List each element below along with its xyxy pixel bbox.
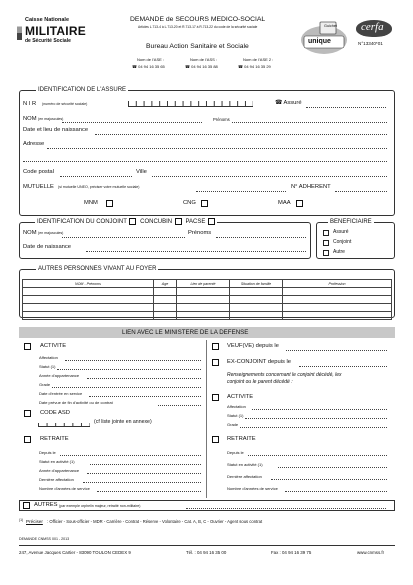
logo-line2: MILITAIRE [25, 24, 86, 38]
nir-note: (numéro de sécurité sociale) [42, 102, 88, 106]
mutuelle-label: MUTUELLE [23, 184, 54, 190]
naissance-label: Date et lieu de naissance [23, 127, 89, 133]
veuf-retraite-label: RETRAITE [227, 436, 256, 442]
column-header: Profession [283, 280, 392, 288]
guichet-unique-badge [300, 20, 352, 56]
nir-input[interactable] [128, 98, 253, 107]
beneficiaire-title: BENEFICIAIRE [330, 219, 372, 225]
assure-phone-input[interactable] [306, 107, 386, 108]
assure-section [19, 90, 395, 216]
field-label: Nombre d'années de service [227, 486, 278, 491]
code-asd-note: (cf liste jointe en annexe) [94, 419, 152, 425]
field-label: Depuis le [39, 450, 56, 455]
cerfa-logo [356, 20, 392, 37]
nom-note: (en majuscules) [38, 117, 64, 121]
field-label: Dernière affectation [39, 477, 74, 482]
badge-top: Guichet [324, 24, 338, 28]
veuf-activite-checkbox[interactable] [212, 394, 219, 401]
concubin-label: CONCUBIN [140, 219, 173, 226]
bureau-title: Bureau Action Sanitaire et Sociale [146, 43, 249, 50]
veuf-label: VEUF(VE) depuis le [227, 343, 279, 349]
retraite-annee-input[interactable] [87, 473, 201, 474]
veuf-activite-label: ACTIVITE [227, 394, 254, 400]
conjoint-nom-note: (en majuscules) [38, 231, 64, 235]
field-label: Statut en activité (1) [39, 459, 75, 464]
footnote-text: : Officier - Sous-officier - MDR - Carrière - Contrat - Réserve - Volontaire - Cat. A, B, C - Ouvrier - Agent sous contrat [47, 519, 263, 524]
footer-divider [19, 545, 395, 546]
naissance-input[interactable] [95, 134, 387, 135]
veuf-retraite-annees-input[interactable] [285, 491, 387, 492]
contact-tel: ☎ 04 94 16 35 65 [132, 64, 165, 69]
contact-label: Nom de l'ASS : [190, 57, 217, 62]
mnm-checkbox[interactable] [106, 200, 113, 207]
table-row[interactable] [23, 304, 392, 312]
conjoint-nom-input[interactable] [62, 237, 185, 238]
adresse-input[interactable] [47, 148, 387, 149]
table-row[interactable] [23, 296, 392, 304]
contact-label: Nom de l'ASE 2 : [243, 57, 274, 62]
field-label: Grade [39, 382, 51, 387]
assure-phone-label: ☎ Assuré [275, 100, 302, 106]
retraite-statut-input[interactable] [90, 464, 201, 465]
conjoint-nom-label: NOM [23, 230, 37, 236]
footer-tel: Tél. : 04 94 16 35 00 [186, 550, 227, 555]
beneficiaire-assure-label: Assuré [333, 229, 349, 235]
statut-input[interactable] [57, 369, 201, 370]
field-label: Année d'appartenance [39, 468, 80, 473]
veuf-retraite-affectation-input[interactable] [271, 479, 387, 480]
logo-line3: de Sécurité Sociale [25, 38, 71, 44]
prenoms-label: Prénoms [213, 117, 230, 122]
conjoint-prenoms-input[interactable] [216, 237, 306, 238]
beneficiaire-assure-checkbox[interactable] [323, 230, 329, 236]
concubin-checkbox[interactable] [175, 218, 182, 225]
code-asd-input[interactable] [38, 420, 90, 427]
footer-ref: DEMANDE CNMSS 001 - 2013 [19, 537, 70, 541]
conjoint-naissance-label: Date de naissance [23, 244, 72, 250]
veuf-retraite-checkbox[interactable] [212, 436, 219, 443]
autres-note: (par exemple orphelin majeur, retraité non-militaire) [59, 504, 141, 508]
exconjoint-input[interactable] [299, 366, 387, 367]
code-postal-label: Code postal [23, 169, 54, 175]
renseignements-note: Renseignements concernant le conjoint décédé, lex conjoint ou le parent décédé : [227, 372, 342, 385]
veuf-retraite-statut-input[interactable] [278, 467, 387, 468]
adresse-label: Adresse [23, 141, 45, 147]
table-row[interactable] [23, 288, 392, 296]
beneficiaire-conjoint-checkbox[interactable] [323, 240, 329, 246]
adresse-input-2[interactable] [23, 161, 387, 162]
foyer-table [22, 279, 392, 320]
autres-label: AUTRES [34, 502, 58, 508]
veuf-affectation-input[interactable] [252, 409, 387, 410]
mutuelle-note: (si mutuelle UNEO, préciser votre mutuelle sociale) [58, 185, 140, 189]
flag-icon [17, 20, 22, 40]
field-label: Affectation [39, 355, 58, 360]
retraite-checkbox[interactable] [24, 436, 31, 443]
veuf-grade-input[interactable] [240, 427, 387, 428]
column-header: Age [154, 280, 177, 288]
table-row[interactable] [23, 312, 392, 320]
footer-fax: Fax : 04 94 16 39 75 [271, 550, 312, 555]
pacse-label: PACSE [185, 219, 206, 226]
retraite-annees-input[interactable] [97, 491, 201, 492]
affectation-input[interactable] [65, 360, 201, 361]
date-entree-input[interactable] [89, 396, 201, 397]
footnote-mark: (1) [19, 518, 24, 522]
nir-label: N I R [23, 101, 37, 107]
field-label: Statut en activité (1) [227, 462, 263, 467]
annee-input[interactable] [87, 378, 201, 379]
veuf-retraite-depuis-input[interactable] [248, 455, 387, 456]
cnmss-logo [17, 14, 86, 50]
cng-checkbox[interactable] [201, 200, 208, 207]
beneficiaire-conjoint-label: Conjoint [333, 239, 352, 245]
pacse-checkbox[interactable] [208, 218, 215, 225]
ville-label: Ville [136, 169, 147, 175]
nom-label: NOM [23, 116, 37, 122]
field-label: Depuis le [227, 450, 244, 455]
beneficiaire-autre-checkbox[interactable] [323, 250, 329, 256]
exconjoint-label: EX-CONJOINT depuis le [227, 359, 292, 365]
code-asd-checkbox[interactable] [24, 410, 31, 417]
field-label: Date prévue de fin d'activité ou de contrat [39, 400, 113, 405]
adherent-label: N° ADHERENT [291, 184, 331, 190]
beneficiaire-autre-label: Autre [333, 249, 345, 255]
conjoint-section [19, 222, 311, 259]
mutuelle-input[interactable] [196, 191, 286, 192]
footer-address: 247, Avenue Jacques Cartier - 83090 TOULON CEDEX 9 [19, 550, 131, 555]
ville-input[interactable] [152, 176, 387, 177]
column-header: Situation de famille [230, 280, 283, 288]
adherent-input[interactable] [335, 191, 387, 192]
footer-web[interactable]: www.cnmss.fr [357, 550, 385, 555]
cerfa-number: N°13340*01 [358, 41, 383, 46]
table-header-row [23, 280, 392, 288]
mnm-label: MNM [84, 200, 98, 206]
code-postal-input[interactable] [60, 176, 132, 177]
conjoint-title-bar [35, 218, 217, 226]
retraite-depuis-input[interactable] [60, 455, 201, 456]
contact-tel: ☎ 04 94 16 35 88 [185, 64, 218, 69]
veuf-input[interactable] [286, 350, 387, 351]
nom-input[interactable] [62, 122, 202, 123]
exconjoint-checkbox[interactable] [212, 359, 219, 366]
code-asd-label: CODE ASD [40, 410, 70, 416]
veuf-checkbox[interactable] [212, 343, 219, 350]
ministere-divider [206, 340, 207, 498]
conjoint-prenoms-label: Prénoms [188, 230, 212, 236]
field-label: Statut (1) [227, 413, 244, 418]
autres-checkbox[interactable] [23, 502, 30, 509]
field-label: Grade [227, 422, 239, 427]
field-label: Année d'appartenance [39, 373, 80, 378]
conjoint-title: IDENTIFICATION DU CONJOINT [37, 219, 127, 226]
activite-label: ACTIVITE [40, 343, 67, 349]
badge-main: unique [308, 38, 331, 45]
contact-label: Nom de l'ASE : [137, 57, 164, 62]
page-title: DEMANDE de SECOURS MEDICO-SOCIAL [130, 16, 266, 23]
footnote-label: Préciser [26, 519, 43, 524]
grade-input[interactable] [52, 387, 201, 388]
page-subtitle: Articles L.713-4 à L.713-20 et R.713-17 à R.713-22 du code de la sécurité sociale [138, 25, 258, 29]
logo-line1: Caisse Nationale [25, 17, 70, 23]
maa-checkbox[interactable] [296, 200, 303, 207]
field-label: Nombre d'années de service [39, 486, 90, 491]
conjoint-naissance-input[interactable] [86, 251, 306, 252]
autres-input[interactable] [186, 508, 386, 509]
cerfa-text: cerfa [361, 21, 384, 33]
retraite-label: RETRAITE [40, 436, 69, 442]
assure-title: IDENTIFICATION DE L'ASSURE [38, 87, 127, 93]
contact-tel: ☎ 04 94 16 35 29 [238, 64, 271, 69]
foyer-title: AUTRES PERSONNES VIVANT AU FOYER [38, 266, 157, 272]
field-label: Dernière affectation [227, 474, 262, 479]
prenoms-input[interactable] [232, 122, 387, 123]
maa-label: MAA [278, 200, 291, 206]
conjoint-checkbox[interactable] [129, 218, 136, 225]
date-fin-input[interactable] [158, 405, 201, 406]
field-label: Affectation [227, 404, 246, 409]
column-header: Lien de parenté [177, 280, 230, 288]
field-label: Statut (1) [39, 364, 56, 369]
column-header: NOM - Prénoms [23, 280, 154, 288]
ministere-title: LIEN AVEC LE MINISTERE DE LA DEFENSE [122, 329, 249, 336]
veuf-statut-input[interactable] [245, 418, 387, 419]
cng-label: CNG [183, 200, 196, 206]
retraite-affectation-input[interactable] [83, 482, 201, 483]
activite-checkbox[interactable] [24, 343, 31, 350]
field-label: Date d'entrée en service [39, 391, 83, 396]
